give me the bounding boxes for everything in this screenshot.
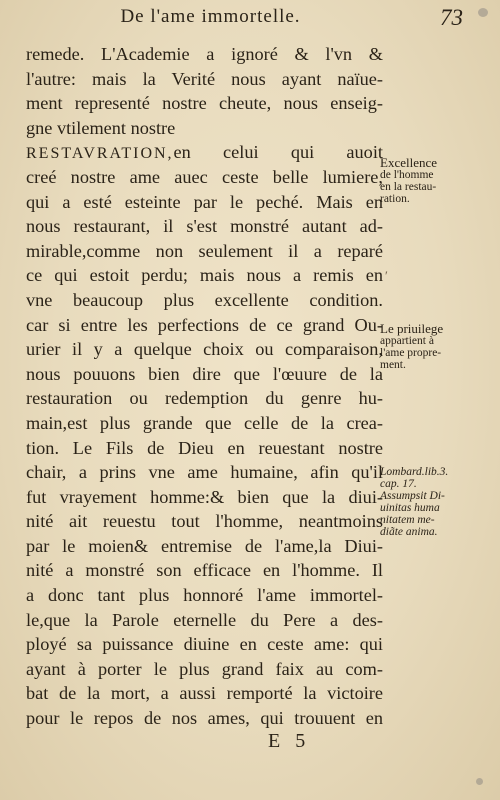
text-line: remede. L'Academie a ignoré & l'vn & — [26, 44, 383, 64]
marginal-line: Lombard.lib.3. — [380, 466, 449, 478]
text-line: bat de la mort, a aussi remporté la victoire — [26, 683, 383, 704]
section-keyword: RESTAVRATION, — [26, 145, 174, 163]
text-line: gne vtilement nostre — [26, 117, 176, 138]
text-line: mirable,comme non seulement il a reparé — [26, 240, 383, 261]
marginal-line: nitatem me- — [380, 514, 435, 526]
text-line: car si entre les perfections de ce grand Ou- — [26, 314, 383, 335]
text-line: ayant à porter le plus grand faix au com- — [26, 658, 383, 679]
marginal-line: Le priuilege — [380, 321, 444, 336]
marginal-line: l'ame propre- — [380, 347, 442, 359]
text-line: restauration ou redemption du genre hu- — [26, 388, 383, 409]
text-line: nous restaurant, il s'est monstré autant ad- — [26, 216, 383, 237]
text-line: main,est plus grande que celle de la crea- — [26, 412, 383, 433]
page-number: 73 — [440, 5, 463, 30]
text-line: fut vrayement homme:& bien que la diui- — [26, 486, 383, 507]
signature-mark: E 5 — [268, 730, 311, 752]
marginal-line: ration. — [380, 193, 410, 205]
marginal-line: uinitas huma — [380, 502, 440, 514]
text-line — [26, 140, 383, 165]
text-line: vne beaucoup plus excellente condition. — [26, 289, 383, 310]
text-line: par le moien& entremise de l'ame,la Diui- — [26, 535, 383, 556]
text-line: nité ait reuestu tout l'homme, neantmoins — [26, 511, 383, 532]
marginal-line: appartient à — [380, 335, 434, 347]
text-fragment: en celui qui auoit — [173, 142, 383, 163]
text-line: l'autre: mais la Verité nous ayant naïue- — [26, 68, 383, 89]
text-line: nous pouuons bien dire que l'œuure de la — [26, 363, 383, 384]
text-line: a donc tant plus honnoré l'ame immortel- — [26, 585, 383, 606]
text-line: nité a monstré son efficace en l'homme. Il — [26, 560, 383, 581]
running-title: De l'ame immortelle. — [120, 6, 301, 27]
paper-blemish — [476, 778, 483, 785]
text-line: urier il y a quelque choix ou comparaison, — [26, 339, 383, 360]
marginal-line: cap. 17. — [380, 478, 417, 490]
marginal-line: en la restau- — [380, 181, 437, 193]
text-line: tion. Le Fils de Dieu en reuestant nostre — [26, 437, 383, 458]
text-line: chair, a prins vne ame humaine, afin qu'il — [26, 462, 383, 483]
marginal-line: ment. — [380, 359, 406, 371]
text-line: ployé sa puissance diuine en ceste ame: qui — [26, 634, 383, 655]
text-line: le,que la Parole eternelle du Pere a des- — [26, 609, 383, 630]
text-line: creé nostre ame auec ceste belle lumiere, — [26, 166, 383, 187]
marginal-line: de l'homme — [380, 169, 434, 181]
ink-mark: ʹ — [385, 268, 388, 283]
marginal-line: diãte anima. — [380, 526, 438, 538]
text-line: pour le repos de nos ames, qui trouuent en — [26, 708, 383, 729]
marginal-line: Assumpsit Di- — [380, 490, 445, 502]
marginal-note-priuilege — [380, 323, 495, 371]
text-line: ce qui estoit perdu; mais nous a remis en — [26, 265, 383, 286]
body-text — [26, 42, 383, 731]
paper-blemish — [478, 8, 488, 17]
marginal-note-excellence — [380, 157, 495, 205]
marginal-line: Excellence — [380, 155, 438, 170]
text-line: qui a esté esteinte par le peché. Mais en — [26, 191, 383, 212]
marginal-note-lombard — [380, 466, 495, 538]
text-line: ment representé nostre cheute, nous enseig- — [26, 93, 383, 114]
